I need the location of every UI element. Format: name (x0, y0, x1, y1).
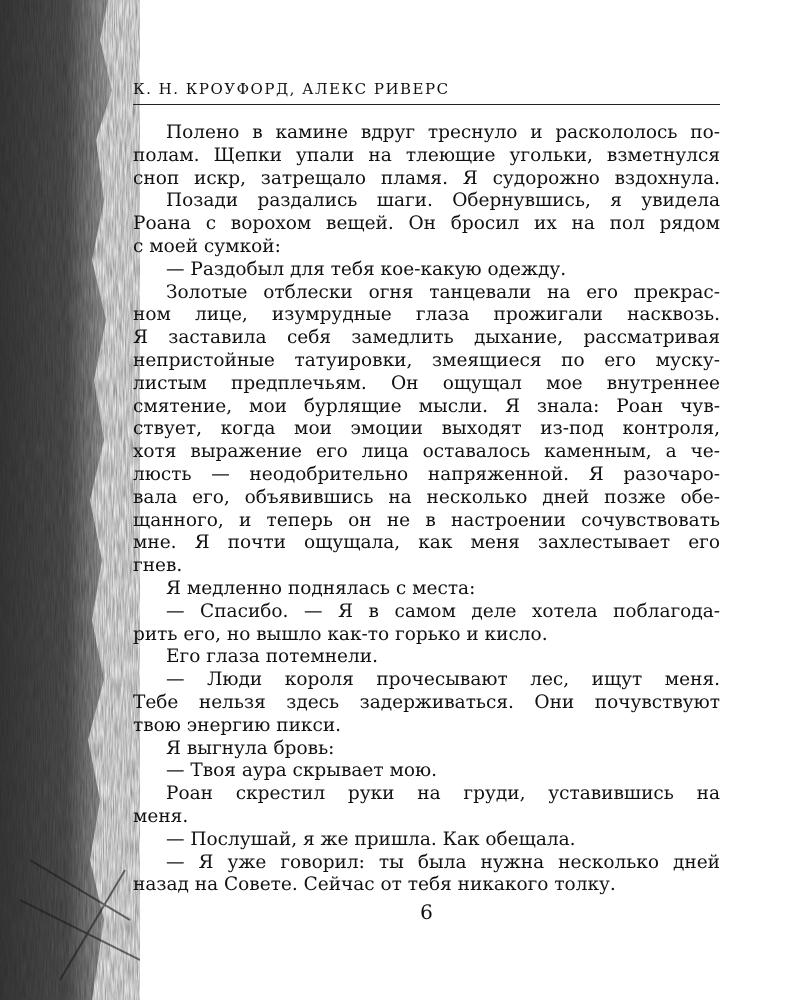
text-line: хотя выражение его лица оставалось каменным, а че- (133, 441, 720, 463)
text-line: непристойные татуировки, змеящиеся по его муску- (133, 349, 720, 371)
text-line: — Раздобыл для тебя кое-какую одежду. (166, 258, 567, 280)
grunge-edge-illustration (0, 0, 140, 1000)
text-line: Я выгнула бровь: (166, 737, 335, 759)
text-line: смятение, мои бурлящие мысли. Я знала: Роан чув- (133, 395, 720, 417)
text-line: Позади раздались шаги. Обернувшись, я увидела (166, 190, 720, 212)
text-line: Золотые отблески огня танцевали на его прекрас- (166, 281, 720, 303)
text-line: меня. (133, 805, 189, 827)
text-line: вала его, объявившись на несколько дней позже обе- (133, 486, 720, 508)
text-line: твою энергию пикси. (133, 714, 342, 736)
text-line: назад на Совете. Сейчас от тебя никакого толку. (133, 874, 616, 896)
text-line: — Люди короля прочесывают лес, ищут меня. (166, 669, 720, 691)
running-header: К. Н. КРОУФОРД, АЛЕКС РИВЕРС (133, 80, 720, 105)
text-line: — Спасибо. — Я в самом деле хотела поблагода- (166, 600, 720, 622)
text-line: Я медленно поднялась с места: (166, 577, 476, 599)
body-text (133, 122, 720, 897)
text-line: Я заставила себя замедлить дыхание, рассматривая (133, 327, 720, 349)
text-line: гнев. (133, 555, 183, 577)
page-number: 6 (420, 900, 433, 924)
text-line: Его глаза потемнели. (166, 646, 378, 668)
text-line: Полено в камине вдруг треснуло и раскололось по- (166, 122, 720, 143)
text-line: ном лице, изумрудные глаза прожигали насквозь. (133, 304, 720, 326)
text-line: с моей сумкой: (133, 235, 281, 257)
text-line: полам. Щепки упали на тлеющие угольки, взметнулся (133, 144, 720, 166)
text-line: Роана с ворохом вещей. Он бросил их на пол рядом (133, 213, 720, 235)
text-line: щанного, и теперь он не в настроении сочувствовать (133, 509, 720, 531)
text-line: — Я уже говорил: ты была нужна несколько дней (166, 851, 720, 873)
text-line: — Твоя аура скрывает мою. (166, 760, 438, 782)
text-line: — Послушай, я же пришла. Как обещала. (166, 828, 576, 850)
text-line: рить его, но вышло как-то горько и кисло. (133, 623, 548, 645)
text-line: ствует, когда мои эмоции выходят из-под контроля, (133, 418, 720, 440)
text-line: мне. Я почти ощущала, как меня захлестывает его (133, 532, 720, 554)
text-line: Тебе нельзя здесь задерживаться. Они почувствуют (133, 691, 720, 713)
text-line: люсть — неодобрительно напряженной. Я разочаро- (133, 463, 720, 485)
text-line: листым предплечьям. Он ощущал мое внутреннее (133, 372, 720, 394)
text-line: Роан скрестил руки на груди, уставившись на (166, 783, 720, 805)
text-line: сноп искр, затрещало пламя. Я судорожно вздохнула. (133, 167, 720, 189)
